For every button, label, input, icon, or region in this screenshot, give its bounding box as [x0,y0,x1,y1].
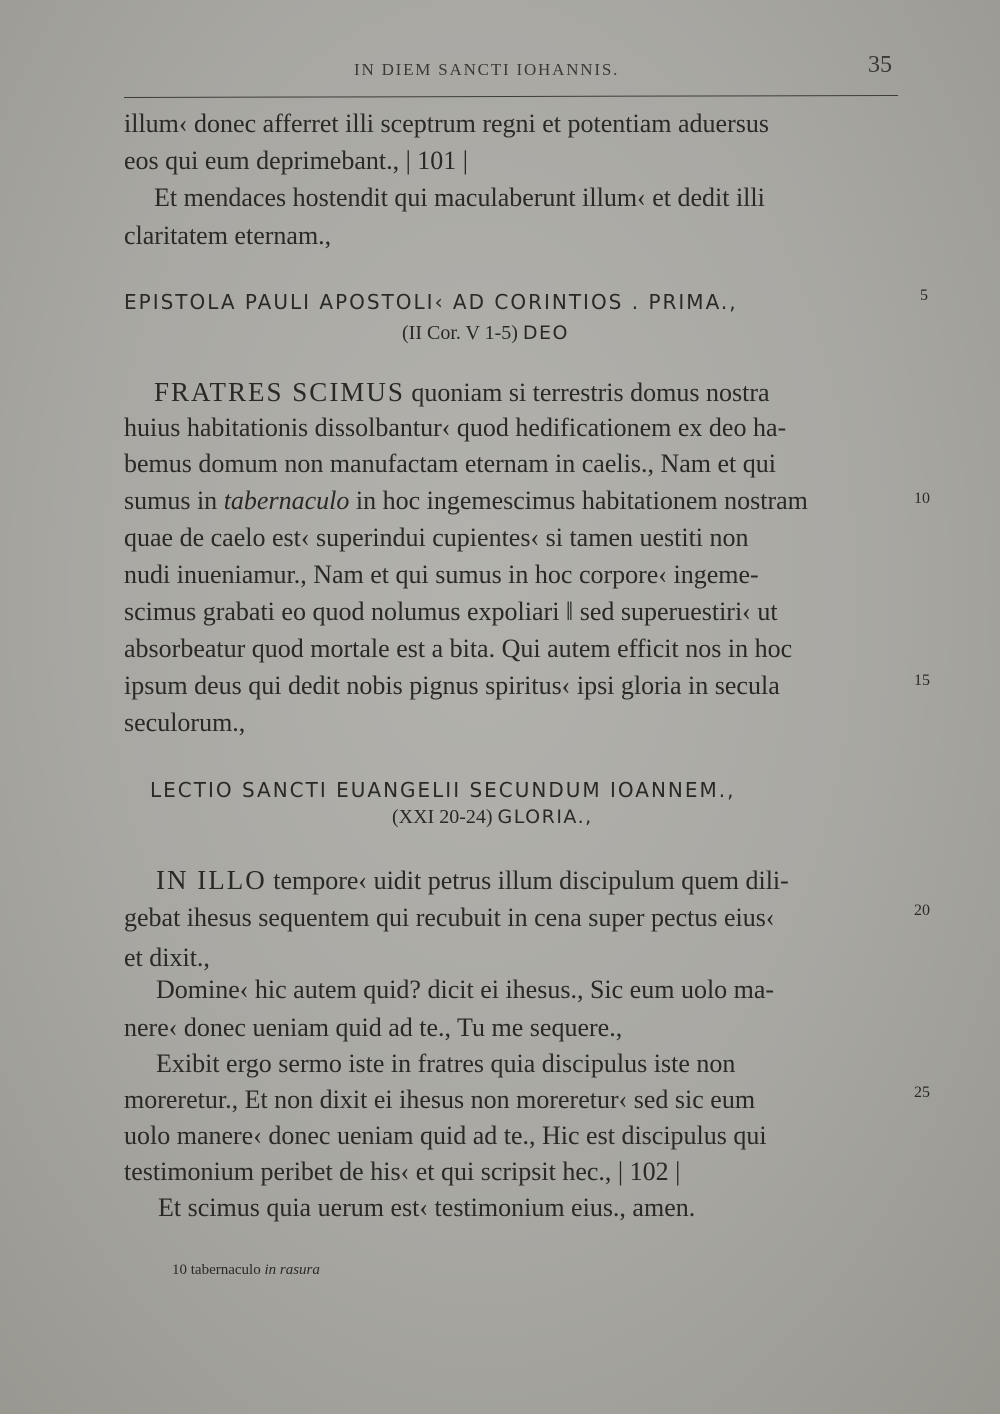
text-line: moreretur., Et non dixit ei ihesus non moreretur‹ sed sic eum [124,1085,756,1114]
margin-line-number: 15 [914,672,930,689]
text-line: Et mendaces hostendit qui maculaberunt illum‹ et dedit illi [154,183,765,212]
footnote-text: 10 tabernaculo [172,1262,261,1278]
page-number: 35 [868,52,892,78]
reference-citation: (XXI 20-24) [392,806,493,828]
text-line: absorbeatur quod mortale est a bita. Qui autem efficit nos in hoc [124,634,793,663]
text-line: nudi inueniamur., Nam et qui sumus in hoc corpore‹ ingeme- [124,560,759,589]
text-line: illum‹ donec afferret illi sceptrum regni et potentiam aduersus [124,109,769,138]
margin-line-number: 10 [914,490,930,507]
text-line: testimonium peribet de his‹ et qui scripsit hec., | 102 | [124,1157,681,1186]
epistle-heading: EPISTOLA PAULI APOSTOLI‹ AD CORINTIOS . PRIMA., [124,290,738,314]
running-header: IN DIEM SANCTI IOHANNIS. [354,60,620,79]
text-line: claritatem eternam., [124,221,332,250]
text-line: Domine‹ hic autem quid? dicit ei ihesus., Sic eum uolo ma- [156,975,775,1004]
text-line [156,864,789,897]
text-line: huius habitationis dissolbantur‹ quod hedificationem ex deo ha- [124,413,787,442]
margin-line-number: 20 [914,902,930,919]
text-line: uolo manere‹ donec ueniam quid ad te., Hic est discipulus qui [124,1121,767,1150]
text-line [154,376,770,409]
epistle-reference [402,322,569,345]
text-line: ipsum deus qui dedit nobis pignus spiritus‹ ipsi gloria in secula [124,671,780,700]
italic-word: tabernaculo [223,486,350,515]
margin-line-number: 25 [914,1084,930,1101]
gospel-heading: LECTIO SANCTI EUANGELII SECUNDUM IOANNEM., [150,778,736,802]
line-text: quoniam si terrestris domus nostra [411,378,770,407]
gospel-reference [392,806,593,829]
text-line: scimus grabati eo quod nolumus expoliari ‖ sed superuestiri‹ ut [124,597,778,626]
text-line: Et scimus quia uerum est‹ testimonium eius., amen. [158,1193,696,1222]
header-rule [124,95,898,98]
footnote [172,1262,320,1279]
reference-word: DEO [522,322,570,344]
line-text: tempore‹ uidit petrus illum discipulum quem dili- [273,866,789,895]
text-line: Exibit ergo sermo iste in fratres quia discipulus iste non [156,1049,736,1078]
margin-line-number: 5 [920,287,928,304]
line-text: in hoc ingemescimus habitationem nostram [355,486,808,515]
reference-word: GLORIA., [497,806,593,828]
text-line: gebat ihesus sequentem qui recubuit in cena super pectus eius‹ [124,903,775,932]
lead-words: FRATRES SCIMUS [154,377,405,407]
text-line: bemus domum non manufactam eternam in caelis., Nam et qui [124,449,776,478]
line-text: sumus in [124,486,218,515]
text-line: eos qui eum deprimebant., | 101 | [124,146,469,175]
reference-citation: (II Cor. V 1-5) [402,322,518,344]
lead-words: IN ILLO [156,865,267,895]
text-line: nere‹ donec ueniam quid ad te., Tu me sequere., [124,1013,623,1042]
footnote-italic: in rasura [264,1262,320,1278]
text-line: et dixit., [124,943,210,972]
text-line [124,485,808,517]
text-line: seculorum., [124,708,246,737]
text-line: quae de caelo est‹ superindui cupientes‹ si tamen uestiti non [124,523,749,552]
